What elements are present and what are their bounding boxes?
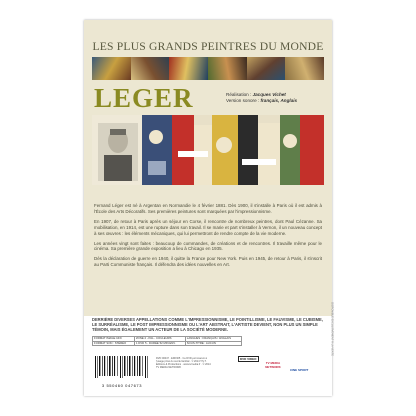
technical-specs [92, 336, 242, 346]
vertical-notice: DISPONIBLE EXCLUSIVEMENT À LA VENTE [331, 302, 334, 356]
credits [226, 92, 297, 104]
cine-sport-logo: CINE SPORT [290, 368, 309, 372]
dvd-cover [84, 20, 332, 396]
spec-cell: SOUS-TITRE : AUCUN [185, 341, 241, 346]
summary-banner: DERRIÈRE DIVERSES APPELLATIONS COMME L'IMPRESSIONNISME, LE POINTILLISME, LE FAUVISME, LE CUBISME, LE SURRÉALISME, LE POST IMPRESSIONNISME OU L'ART ABSTRAIT, L'ARTISTE DEVIENT, NON PLUS UN SIMPLE TÉMOIN, MAIS ÉGALEMENT UN ACTEUR DE LA SOCIÉTÉ MODERNE. [92, 317, 323, 333]
spec-cell: FORMAT SON : STÉRÉO [93, 341, 135, 346]
biography [94, 203, 322, 272]
bio-paragraph: En 1907, de retour à Paris après un séjour en Corse, il rencontre de nombreux peintres, dont Paul Cézanne. Sa mobilisation, en 1914, est une rupture dans son travail. Il se marie et part s'installer à Vernon, il un nouveau concept à ses œuvres : les éléments mécaniques, qui lui permettront de rendre compte de la vie moderne. [94, 218, 322, 236]
leger-painting-illustration [92, 115, 324, 185]
dvd-video-logo: DVD VIDEO [240, 357, 257, 361]
painting-panel [92, 115, 324, 185]
legal-notice: DVD 00047 · EDF305 · Ce DVD est réservé à l'usage privé du cercle familial · © 2014 T.S.T. Éditions & Productions · www.tvmedia.fr · © 2014 TV MEDIA NETWORK [156, 357, 211, 370]
spec-cell: FORMAT IMAGE 16/9 [93, 337, 135, 342]
publisher-logos [232, 352, 324, 388]
painting-thumbnail-strip [92, 57, 324, 80]
specs-table [92, 336, 242, 346]
barcode-number: 3 550460 047673 [101, 383, 143, 388]
bio-paragraph: Les années vingt sont faites : beaucoup de commandes, de créations et de rencontres. Il travaille même pour le cinéma. Sa première grande exposition a lieu à Chicago en 1935. [94, 240, 322, 252]
artist-name: LEGER [94, 83, 194, 113]
credit-line: Version sonore : français, Anglais [226, 98, 298, 104]
spec-cell: LANGUES : FRANÇAIS / ANGLAIS [185, 337, 241, 342]
spec-cell: 1 DVD 5 - DURÉE 52 MIN ENV. [134, 341, 185, 346]
credit-line: Réalisation : Jacques Vichet [226, 92, 286, 97]
bio-paragraph: Dès la déclaration de guerre en 1940, il quitte la France pour New York. Puis en 1945, de retour à Paris, il s'inscrit au Parti Communiste français. Il défendra des idées nouvelles en Art. [94, 256, 322, 268]
back-footer [84, 302, 334, 396]
barcode [94, 356, 150, 388]
spec-cell: ZONE 2 - PAL - COULEURS [134, 337, 185, 342]
bio-paragraph: Fernand Léger est né à Argentan en Normandie le 4 février 1881. Dès 1900, il s'installe à Paris où il est admis à l'École des Arts Décoratifs. Ses premières peintures sont marquées par l'impressionnisme. [94, 203, 322, 214]
barcode-icon [94, 356, 150, 378]
tv-media-network-logo: TV MEDIA NETWORK [265, 361, 281, 369]
series-title: LES PLUS GRANDS PEINTRES DU MONDE [92, 40, 324, 53]
